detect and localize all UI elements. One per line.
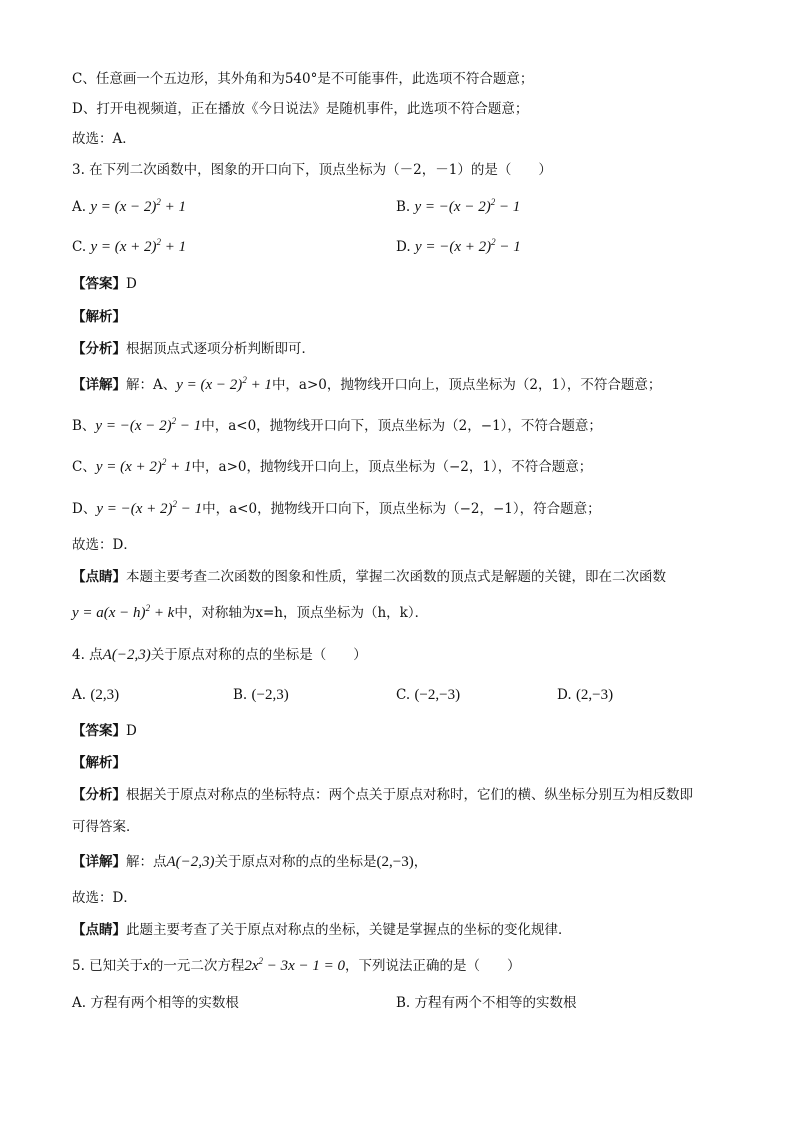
formula: $y = -(x + 2)^2 - 1$	[414, 237, 521, 255]
q4-answer: 【答案】D	[72, 723, 137, 739]
q5-option-a: A. 方程有两个相等的实数根	[72, 995, 239, 1011]
q4-option-c: C. (−2,−3)	[396, 687, 461, 703]
q4-option-b: B. (−2,3)	[233, 687, 289, 703]
question-5-stem: 5. 已知关于x的一元二次方程$2x^2 - 3x - 1 = 0$，下列说法正确的是（ ）	[72, 956, 521, 974]
q3-option-d: D. $y = -(x + 2)^2 - 1$	[396, 237, 521, 255]
question-4-stem: 4. 点A(−2,3)关于原点对称的点的坐标是（ ）	[72, 647, 367, 663]
q4-fenxi-1: 【分析】根据关于原点对称点的坐标特点：两个点关于原点对称时，它们的横、纵坐标分别互为相反数即	[72, 787, 693, 803]
q3-choose: 故选：D．	[72, 537, 137, 553]
formula: $y = (x + 2)^2 + 1$	[90, 237, 187, 255]
q4-option-d: D. (2,−3)	[557, 687, 614, 703]
q3-option-b: B. $y = -(x - 2)^2 - 1$	[396, 197, 521, 215]
q3-analysis-tag: 【解析】	[72, 309, 126, 325]
q3-option-c: C. $y = (x + 2)^2 + 1$	[72, 237, 187, 255]
q4-fenxi-2: 可得答案．	[72, 819, 140, 835]
q3-option-a: A. $y = (x - 2)^2 + 1$	[72, 197, 187, 215]
q3-comment-1: 【点睛】本题主要考查二次函数的图象和性质，掌握二次函数的顶点式是解题的关键，即在二次函数	[72, 569, 666, 585]
q3-fenxi: 【分析】根据顶点式逐项分析判断即可．	[72, 341, 315, 357]
text-line: C、任意画一个五边形，其外角和为540°是不可能事件，此选项不符合题意；	[72, 71, 534, 87]
q3-comment-2: $y = a(x - h)^2 + k$中，对称轴为x=h，顶点坐标为（h，k）．	[72, 603, 429, 621]
q3-detail-d: D、$y = -(x + 2)^2 - 1$中，a<0，抛物线开口向下，顶点坐标为（−2，−1），符合题意；	[72, 499, 601, 517]
q4-comment: 【点睛】此题主要考查了关于原点对称点的坐标，关键是掌握点的坐标的变化规律．	[72, 922, 572, 938]
q4-detail: 【详解】解：点A(−2,3)关于原点对称的点的坐标是(2,−3)，	[72, 854, 428, 870]
q3-detail-a: 【详解】解：A、$y = (x - 2)^2 + 1$中，a>0，抛物线开口向上，顶点坐标为（2，1），不符合题意；	[72, 375, 662, 393]
question-3-stem: 3. 在下列二次函数中，图象的开口向下，顶点坐标为（－2，－1）的是（ ）	[72, 162, 552, 178]
formula: $y = -(x - 2)^2 - 1$	[414, 197, 521, 215]
q4-choose: 故选：D．	[72, 890, 137, 906]
text-line: 故选：A．	[72, 131, 136, 147]
q3-detail-b: B、$y = -(x - 2)^2 - 1$中，a<0，抛物线开口向下，顶点坐标为（2，−1），不符合题意；	[72, 416, 602, 434]
formula: $y = (x - 2)^2 + 1$	[90, 197, 187, 215]
q5-option-b: B. 方程有两个不相等的实数根	[396, 995, 577, 1011]
q4-analysis-tag: 【解析】	[72, 755, 126, 771]
q3-detail-c: C、$y = (x + 2)^2 + 1$中，a>0，抛物线开口向上，顶点坐标为（−2，1），不符合题意；	[72, 457, 593, 475]
text-line: D、打开电视频道，正在播放《今日说法》是随机事件，此选项不符合题意；	[72, 101, 529, 117]
q3-answer: 【答案】D	[72, 276, 137, 292]
q4-option-a: A. (2,3)	[72, 687, 120, 703]
